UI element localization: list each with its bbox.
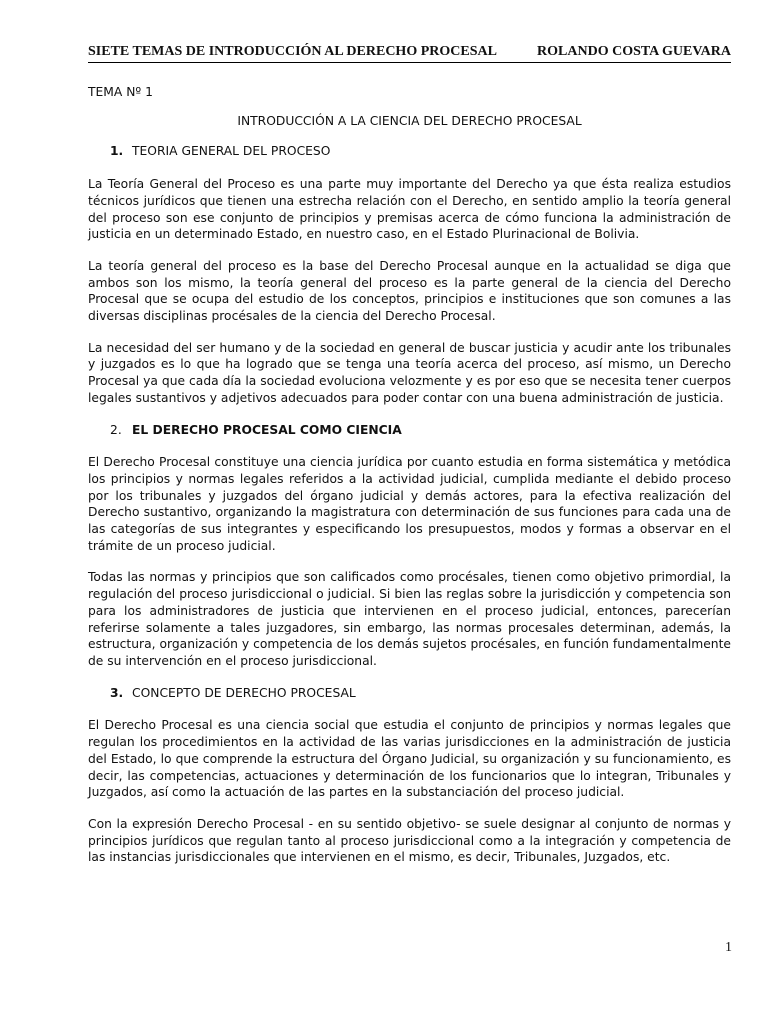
section-1-paragraph-2: La teoría general del proceso es la base del Derecho Procesal aunque en la actualidad se diga que ambos son los mismo, la teoría general del proceso es la parte general de la ciencia del Derecho Procesal que se ocupa del estudio de los conceptos, principios e instituciones que son comunes a las diversas disciplinas procésales de la ciencia del Derecho Procesal. <box>88 258 731 324</box>
section-3-paragraph-2: Con la expresión Derecho Procesal - en su sentido objetivo- se suele designar al conjunto de normas y principios jurídicos que regulan tanto al proceso jurisdiccional como a la integración y competencia de las instancias jurisdiccionales que intervienen en el mismo, es decir, Tribunales, Juzgados, etc. <box>88 816 731 865</box>
running-header <box>88 44 731 63</box>
section-1-paragraph-1: La Teoría General del Proceso es una parte muy importante del Derecho ya que ésta realiza estudios técnicos jurídicos que tienen una estrecha relación con el Derecho, en sentido amplio la teoría general del proceso son ese conjunto de principios y premisas acerca de cómo funciona la administración de justicia en un determinado Estado, en nuestro caso, en el Estado Plurinacional de Bolivia. <box>88 177 731 242</box>
section-2-title: EL DERECHO PROCESAL COMO CIENCIA <box>132 422 402 437</box>
section-3-number: 3. <box>110 685 124 700</box>
section-1-number: 1. <box>110 144 124 159</box>
page-number: 1 <box>725 940 732 955</box>
section-3-heading <box>88 685 731 702</box>
main-title: INTRODUCCIÓN A LA CIENCIA DEL DERECHO PROCESAL <box>237 113 582 128</box>
section-2-paragraph-2: Todas las normas y principios que son calificados como procésales, tienen como objetivo primordial, la regulación del proceso jurisdiccional o judicial. Si bien las reglas sobre la jurisdicción y competencia son para los administradores de justicia que intervienen en el proceso judicial, entonces, parecerían referirse solamente a tales juzgadores, sin embargo, las normas procesales determinan, además, la estructura, organización y competencia de los demás sujetos procésales, en función fundamentalmente de su intervención en el proceso jurisdiccional. <box>88 570 731 668</box>
section-1-paragraph-3: La necesidad del ser humano y de la sociedad en general de buscar justicia y acudir ante los tribunales y juzgados es lo que ha logrado que se tenga una teoría acerca del proceso, así mismo, un Derecho Procesal ya que cada día la sociedad evoluciona velozmente y es por eso que se necesita tener cuerpos legales sustantivos y adjetivos adecuados para poder contar con una buena administración de justicia. <box>88 340 731 405</box>
header-book-title: SIETE TEMAS DE INTRODUCCIÓN AL DERECHO PROCESAL <box>88 44 497 59</box>
section-3-title: CONCEPTO DE DERECHO PROCESAL <box>132 685 356 700</box>
header-author: ROLANDO COSTA GUEVARA <box>537 44 731 59</box>
tema-label: TEMA Nº 1 <box>88 85 153 99</box>
section-2-heading <box>88 422 731 439</box>
section-1-heading <box>88 143 731 160</box>
section-2-number: 2. <box>110 422 122 437</box>
section-1-title: TEORIA GENERAL DEL PROCESO <box>132 144 331 159</box>
section-3-paragraph-1: El Derecho Procesal es una ciencia social que estudia el conjunto de principios y normas legales que regulan los procedimientos en la actividad de las varias jurisdicciones en la administración de justicia del Estado, lo que comprende la estructura del Órgano Judicial, su organización y su funcionamiento, es decir, las competencias, actuaciones y determinación de los funcionarios que lo integran, Tribunales y Juzgados, así como la actuación de las partes en la substanciación del proceso judicial. <box>88 718 731 800</box>
document-body <box>88 84 731 881</box>
section-2-paragraph-1: El Derecho Procesal constituye una ciencia jurídica por cuanto estudia en forma sistemática y metódica los principios y normas legales referidos a la actividad judicial, cumplida mediante el debido proceso por los tribunales y juzgados del órgano judicial y demás actores, para la efectiva realización del Derecho sustantivo, organizando la magistratura con determinación de sus funciones para cada una de las categorías de sus integrantes y especificando los presupuestos, modos y formas a observar en el trámite de un proceso judicial. <box>88 455 731 553</box>
